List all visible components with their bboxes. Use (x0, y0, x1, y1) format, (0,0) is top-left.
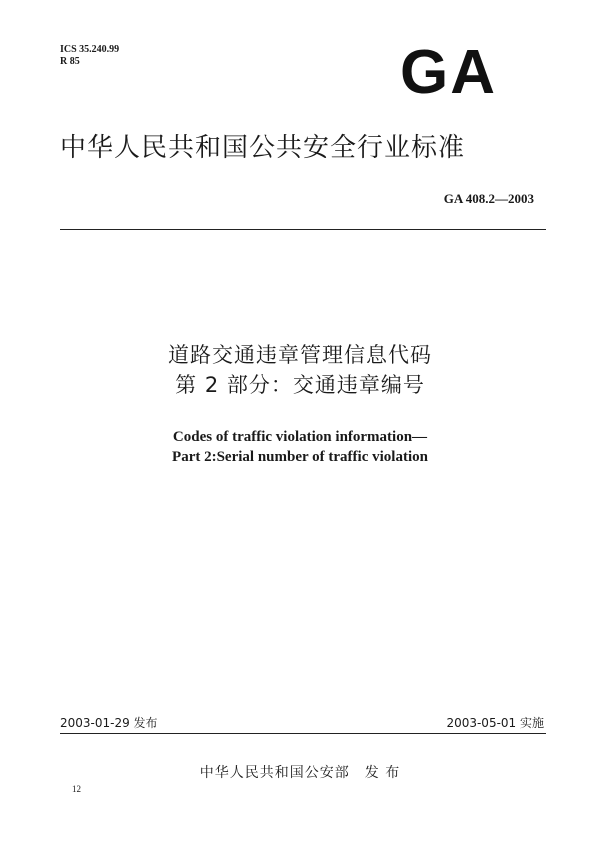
english-title (0, 427, 600, 467)
implementation-date: 2003-05-01 实施 (446, 716, 544, 730)
english-title-line-2: Part 2:Serial number of traffic violation (172, 449, 428, 465)
issue-date: 2003-01-29 发布 (60, 716, 158, 730)
classification-codes (60, 44, 119, 68)
chinese-title-line-2: 第 2 部分：交通违章编号 (175, 373, 425, 397)
standard-number: GA 408.2—2003 (443, 191, 534, 206)
standard-category-title: 中华人民共和国公共安全行业标准 (60, 133, 466, 163)
english-title-line-1: Codes of traffic violation information— (172, 429, 428, 445)
top-divider (60, 229, 546, 230)
publisher: 中华人民共和国公安部 发 布 (199, 765, 401, 781)
page-mark: 12 (72, 784, 81, 794)
class-code: R 85 (60, 56, 80, 67)
ga-logo: GA (400, 38, 497, 107)
chinese-title-line-1: 道路交通违章管理信息代码 (168, 343, 432, 367)
bottom-divider (60, 733, 546, 734)
chinese-title (0, 340, 600, 400)
ics-code: ICS 35.240.99 (60, 44, 120, 55)
